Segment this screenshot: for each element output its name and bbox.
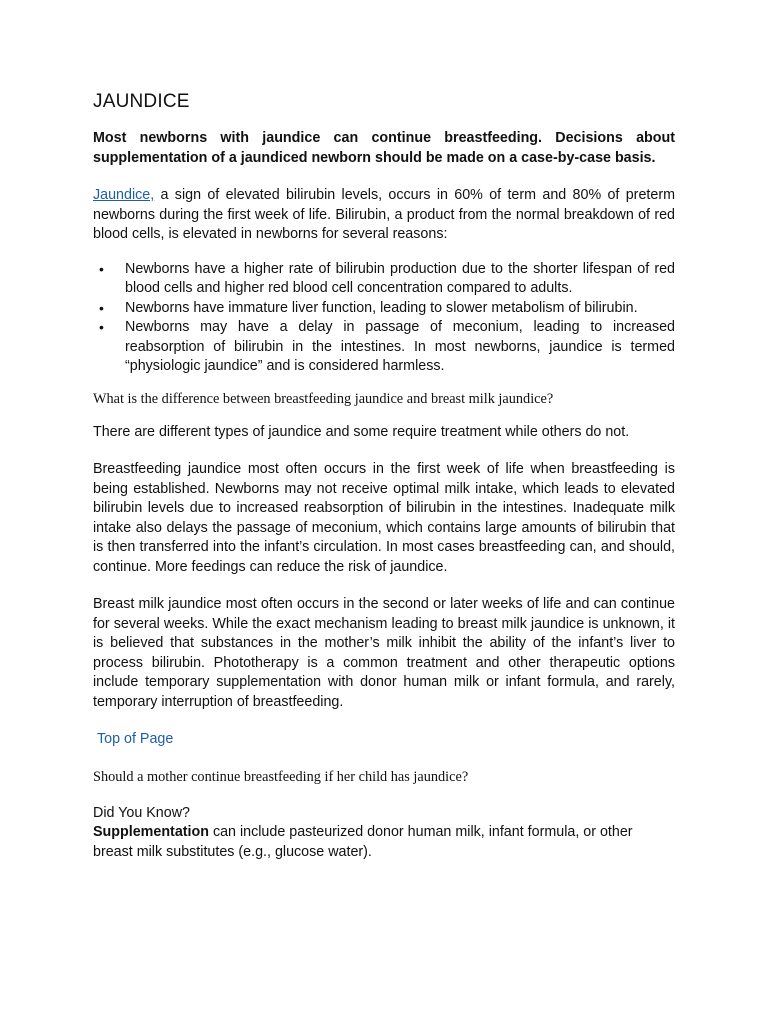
top-of-page-link[interactable]: Top of Page [97,731,174,747]
intro-paragraph [93,186,675,245]
document-content [93,89,675,862]
breastfeeding-jaundice-paragraph: Breastfeeding jaundice most often occurs in the first week of life when breastfeeding is being established. Newborns may not receive optimal milk intake, which leads to elevated bilirubin levels due to increased reabsorption of bilirubin in the intestines. Inadequate milk intake also delays the passage of meconium, which contains large amounts of bilirubin that is then transferred into the infant’s circulation. In most cases breastfeeding can, and should, continue. More feedings can reduce the risk of jaundice. [93,461,675,575]
reasons-list [93,260,675,377]
top-of-page-container [97,730,675,750]
types-paragraph: There are different types of jaundice and some require treatment while others do not. [93,423,630,440]
question-heading-2: Should a mother continue breastfeeding if her child has jaundice? [93,768,469,785]
jaundice-link[interactable]: Jaundice, [93,187,155,203]
page-title: JAUNDICE [93,91,190,112]
bullet-icon: • [99,319,104,335]
list-item-text: Newborns have immature liver function, leading to slower metabolism of bilirubin. [125,299,638,316]
bullet-icon: • [99,299,104,316]
supplementation-text: can include pasteurized donor human milk, infant formula, or other breast milk substitutes (e.g., glucose water). [93,824,633,860]
list-item [93,299,675,319]
question-heading-1: What is the difference between breastfeeding jaundice and breast milk jaundice? [93,390,554,407]
lead-paragraph: Most newborns with jaundice can continue breastfeeding. Decisions about supplementation of a jaundiced newborn should be made on a case-by-case basis. [93,130,675,166]
supplementation-term: Supplementation [93,824,209,840]
list-item-text: Newborns may have a delay in passage of meconium, leading to increased reabsorption of bilirubin in the intestines. In most newborns, jaundice is termed “physiologic jaundice” and is considered harmless. [125,319,675,374]
list-item [93,318,675,377]
list-item-text: Newborns have a higher rate of bilirubin production due to the shorter lifespan of red blood cells and higher red blood cell concentration compared to adults. [125,260,675,296]
supplementation-paragraph [93,823,675,862]
bullet-icon: • [99,260,104,277]
did-you-know-heading: Did You Know? [93,804,190,821]
list-item [93,260,675,299]
intro-text: a sign of elevated bilirubin levels, occurs in 60% of term and 80% of preterm newborns during the first week of life. Bilirubin, a product from the normal breakdown of red blood cells, is elevated in newborns for several reasons: [93,187,675,242]
breast-milk-jaundice-paragraph: Breast milk jaundice most often occurs in the second or later weeks of life and can continue for several weeks. While the exact mechanism leading to breast milk jaundice is unknown, it is believed that substances in the mother’s milk inhibit the ability of the infant’s liver to process bilirubin. Phototherapy is a common treatment and other therapeutic options include temporary supplementation with donor human milk or infant formula, and rarely, temporary interruption of breastfeeding. [93,596,675,710]
